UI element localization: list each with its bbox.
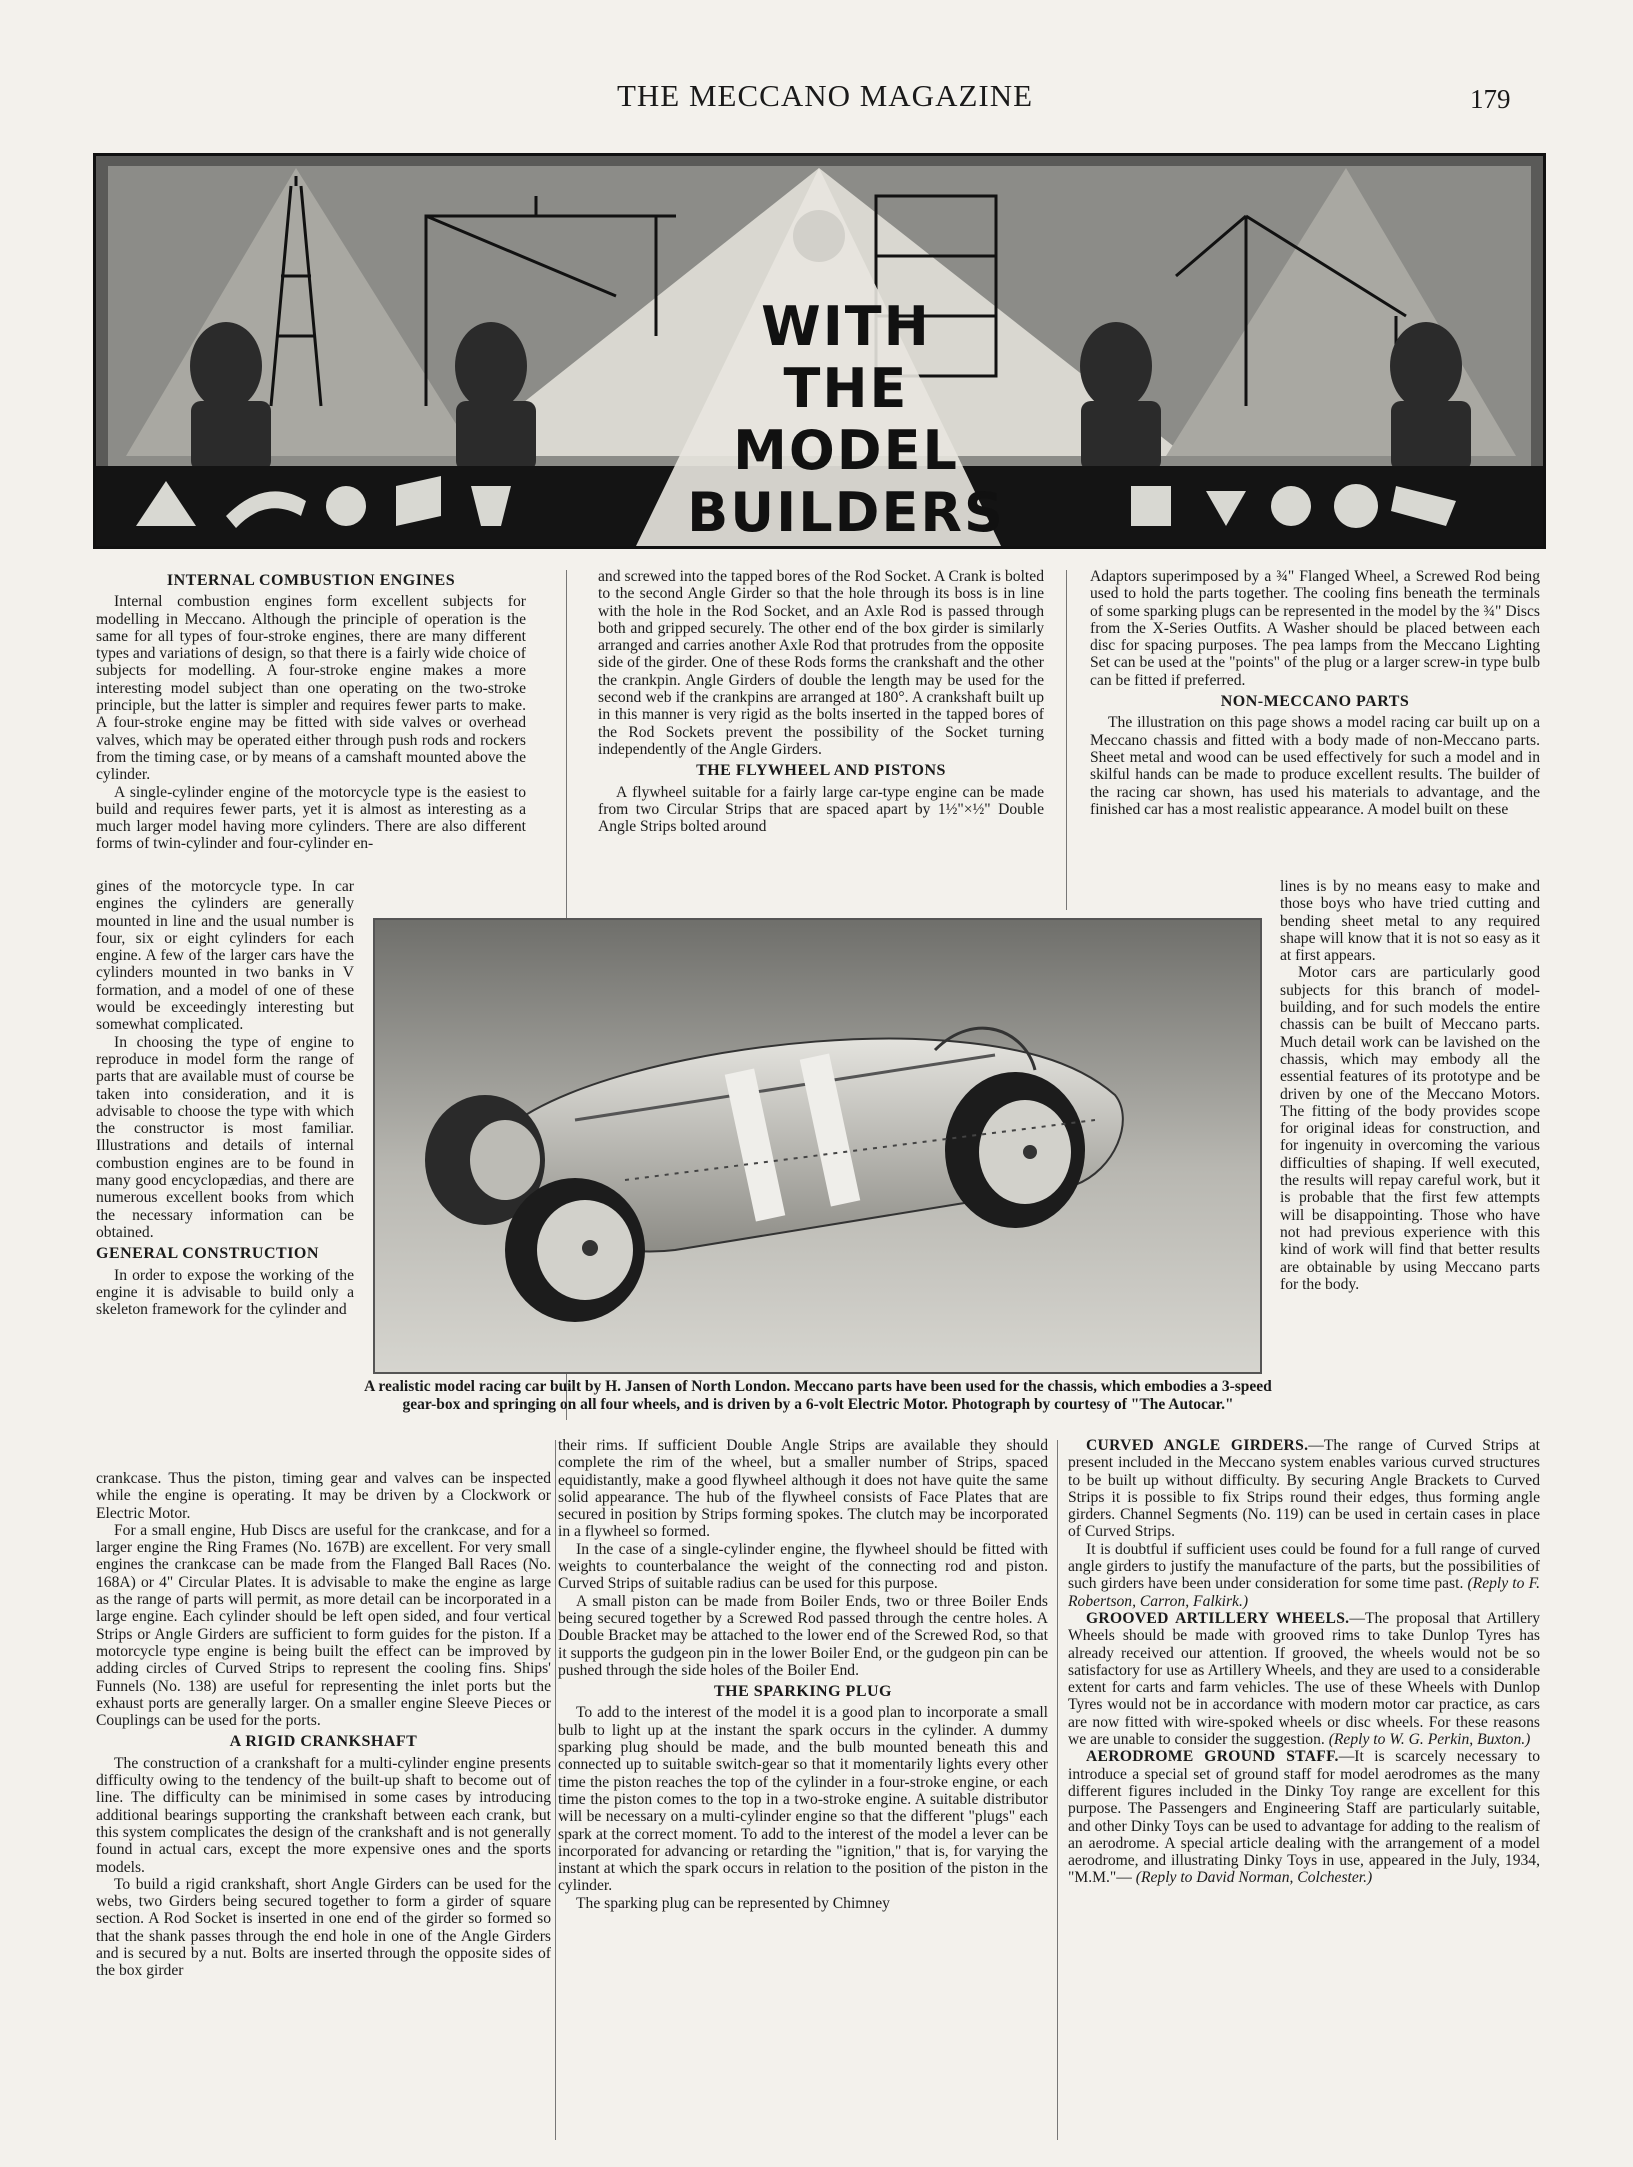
side-heading: GROOVED ARTILLERY WHEELS.	[1086, 1609, 1350, 1627]
paragraph: To add to the interest of the model it is a good plan to incorporate a small bulb to light up at the instant the spark occurs in the cylinder. A dummy sparking plug should be made, and the bulb mounted beneath this and connected up to suitable switch-gear so that it momentarily lights every other time the piston reaches the top of the cylinder in a four-stroke engine, or each time the piston comes to the top in a two-stroke engine. A suitable distributor will be necessary on a multi-cylinder engine so that the different "plugs" each spark at the correct moment. To add to the interest of the model a lever can be incorporated for advancing or retarding the "ignition," that is, for varying the instant at which the spark occurs in relation to the position of the piston in the cylinder.	[558, 1704, 1048, 1895]
paragraph	[1068, 1541, 1540, 1610]
section-heading: NON-MECCANO PARTS	[1220, 693, 1410, 711]
banner-title-line: MODEL	[733, 419, 959, 482]
paragraph: Adaptors superimposed by a ¾" Flanged Wheel, a Screwed Rod being used to hold the parts together. The cooling fins beneath the terminals of some sparking plugs can be represented in the model by the ¾" Discs from the X-Series Outfits. A Washer should be placed between each disc for spacing purposes. The pea lamps from the Meccano Lighting Set can be used at the "points" of the plug or a larger screw-in type bulb can be fitted if preferred.	[1090, 568, 1540, 689]
column-1-bottom	[96, 1470, 551, 1980]
reply-note: (Reply to W. G. Perkin, Buxton.)	[1328, 1731, 1531, 1749]
paragraph	[1068, 1748, 1540, 1886]
banner-title	[656, 296, 1036, 544]
side-heading: AERODROME GROUND STAFF.	[1086, 1748, 1339, 1766]
section-heading: A RIGID CRANKSHAFT	[229, 1733, 418, 1751]
paragraph-text: —It is scarcely necessary to introduce a special set of ground staff for model aerodromes as the many different figures included in the Dinky Toy range are excellent for this purpose. The Passengers and Engineering Staff are particularly suitable, and other Dinky Toys can be used to advantage for adding to the realism of an aerodrome. A special article dealing with the arrangement of a model aerodrome, and illustrating Dinky Toys in use, appeared in the July, 1934, "M.M."—	[1068, 1748, 1540, 1887]
paragraph: A flywheel suitable for a fairly large car-type engine can be made from two Circular Strips that are spaced apart by 1½"×½" Double Angle Strips bolted around	[598, 783, 1044, 836]
column-rule	[1066, 570, 1067, 910]
paragraph: To build a rigid crankshaft, short Angle Girders can be used for the webs, two Girders being secured together to form a girder of square section. A Rod Socket is inserted in one end of the girder so formed so that the shank passes through the end hole in one of the Angle Girders and is secured by a nut. Bolts are inserted through the opposite sides of the box girder	[96, 1875, 551, 1980]
paragraph: The illustration on this page shows a model racing car built up on a Meccano chassis and fitted with a body made of non-Meccano parts. Sheet metal and wood can be used effectively for such a model and in skilful hands can be made to produce excellent results. The builder of the racing car shown, has used his materials to advantage, and the finished car has a most realistic appearance. A model built on these	[1090, 714, 1540, 818]
paragraph-text: It is doubtful if sufficient uses could be found for a full range of curved angle girders to justify the manufacture of the parts, but the possibilities of such girders have been under consideration for some time past.	[1068, 1540, 1540, 1593]
paragraph: lines is by no means easy to make and those boys who have tried cutting and bending sheet metal to any required shape will know that it is not so easy as it at first appears.	[1280, 878, 1540, 965]
side-heading: CURVED ANGLE GIRDERS.	[1086, 1437, 1309, 1454]
reply-note: (Reply to David Norman, Colchester.)	[1135, 1869, 1373, 1887]
paragraph	[1068, 1610, 1540, 1748]
header-banner	[93, 153, 1546, 549]
magazine-masthead: THE MECCANO MAGAZINE	[616, 78, 1034, 113]
photo-caption: A realistic model racing car built by H. Jansen of North London. Meccano parts have been used for the chassis, which embodies a 3-speed gear-box and springing on all four wheels, and is driven by a 6-volt Electric Motor. Photograph by courtesy of "The Autocar."	[364, 1378, 1272, 1413]
banner-title-line: WITH	[761, 295, 931, 358]
column-3-wrap	[1280, 878, 1540, 1293]
banner-title-line: THE	[783, 357, 909, 420]
reply-note: (Reply to F. Robertson, Carron, Falkirk.)	[1068, 1575, 1540, 1610]
racing-car-illustration	[375, 920, 1260, 1372]
column-3-bottom	[1068, 1437, 1540, 1887]
paragraph: The sparking plug can be represented by Chimney	[576, 1894, 890, 1912]
column-1-top	[96, 568, 526, 853]
column-3-top	[1090, 568, 1540, 818]
paragraph: For a small engine, Hub Discs are useful for the crankcase, and for a larger engine the Ring Frames (No. 167B) are excellent. For very small engines the crankcase can be made from the Flanged Ball Races (No. 168A) or 4" Circular Plates. It is advisable to make the engine as large as the range of parts will permit, as more detail can be incorporated in a large engine. Each cylinder should be left open sided, and four vertical Strips or Angle Girders are sufficient to form guides for the piston. If a motorcycle type engine is being built the effect can be improved by adding circles of Curved Strips to represent the cooling fins. Ships' Funnels (No. 138) are useful for representing the inlet ports but the exhaust ports are generally larger. On a smaller engine Sleeve Pieces or Couplings can be used for the ports.	[96, 1521, 551, 1730]
column-rule	[555, 1440, 556, 2140]
paragraph	[1068, 1437, 1540, 1541]
banner-title-line: BUILDERS	[687, 481, 1005, 544]
paragraph: Motor cars are particularly good subjects for this branch of model-building, and for such models the entire chassis can be built of Meccano parts. Much detail work can be lavished on the chassis, which may embody all the essential features of its prototype and be driven by one of the Meccano Motors. The fitting of the body provides scope for original ideas for construction, and for ingenuity in overcoming the various difficulties of shaping. If well executed, the results will repay careful work, but it is probable that the first few attempts will be disappointing. Those who have not had previous experience with this kind of work will find that better results are obtainable by using Meccano parts for the body.	[1280, 964, 1540, 1293]
racing-car-photo	[373, 918, 1262, 1374]
page-number: 179	[1470, 84, 1511, 114]
paragraph: A single-cylinder engine of the motorcycle type is the easiest to build and requires fewer parts, yet it is almost as interesting as a much larger model having more cylinders. There are also different forms of twin-cylinder and four-cylinder en-	[96, 783, 526, 853]
column-rule	[1057, 1440, 1058, 2140]
section-heading: INTERNAL COMBUSTION ENGINES	[166, 572, 456, 589]
paragraph-text: —The range of Curved Strips at present included in the Meccano system enables various curved structures to be built up without difficulty. By securing Angle Brackets to Curved Strips it is possible to fix Strips round their edges, thus forming angle girders. Channel Segments (No. 119) can be used in certain cases in place of Curved Strips.	[1068, 1437, 1540, 1541]
section-heading: THE SPARKING PLUG	[714, 1683, 892, 1701]
paragraph: Internal combustion engines form excellent subjects for modelling in Meccano. Although the principle of operation is the same for all types of four-stroke engines, there are many different types and variations of design, so that there is a fairly wide choice of subjects for modelling. A four-stroke engine makes a more interesting model subject than one operating on the two-stroke principle, but the latter is simpler and requires fewer parts to make. A four-stroke engine may be fitted with side valves or overhead valves, which may be operated either through push rods and rockers from the timing case, or by means of a camshaft mounted above the cylinder.	[96, 593, 526, 784]
column-2-bottom	[558, 1437, 1048, 1912]
paragraph: The construction of a crankshaft for a multi-cylinder engine presents difficulty owing to the tendency of the built-up shaft to become out of line. The difficulty can be minimised in some cases by introducing additional bearings supporting the crankshaft between each crank, but this system complicates the design of the crankshaft and is not generally found in actual cars, except the more expensive ones and the sports models.	[96, 1754, 551, 1876]
paragraph: their rims. If sufficient Double Angle Strips are available they should complete the rim of the wheel, but a smaller number of Strips, spaced equidistantly, make a good flywheel although it does not have quite the same solid appearance. The hub of the flywheel consists of Face Plates that are secured in position by Strips forming spokes. The clutch may be incorporated in a flywheel so formed.	[558, 1437, 1048, 1541]
paragraph: In choosing the type of engine to reproduce in model form the range of parts that are available must of course be taken into consideration, and it is advisable to choose the type with which the constructor is most familiar. Illustrations and details of internal combustion engines are to be found in many good encyclopædias, and there are numerous excellent books from which the necessary information can be obtained.	[96, 1033, 354, 1241]
paragraph: In order to expose the working of the engine it is advisable to build only a skeleton framework for the cylinder and	[96, 1266, 354, 1319]
section-heading: THE FLYWHEEL AND PISTONS	[696, 762, 946, 780]
paragraph-text: —The proposal that Artillery Wheels should be made with grooved rims to take Dunlop Tyres has already received our attention. If grooved, the wheels would not be so satisfactory for use as Artillery Wheels, and they are used to a considerable extent for carts and farm vehicles. The use of these Wheels with Dunlop Tyres would not be in accordance with modern motor car practice, as cars are now fitted with wire-spoked wheels or disc wheels. For these reasons we are unable to consider the suggestion.	[1068, 1609, 1541, 1749]
paragraph: A small piston can be made from Boiler Ends, two or three Boiler Ends being secured together by a Screwed Rod passed through the centre holes. A Double Bracket may be attached to the lower end of the Screwed Rod, so that it supports the gudgeon pin in the lower Boiler End, or the gudgeon pin can be pushed through the side holes of the Boiler End.	[558, 1592, 1048, 1679]
column-1-wrap	[96, 878, 354, 1318]
section-heading: GENERAL CONSTRUCTION	[96, 1245, 319, 1263]
paragraph: gines of the motorcycle type. In car engines the cylinders are generally mounted in line and the usual number is four, six or eight cylinders for each engine. A few of the larger cars have the cylinders mounted in two banks in V formation, and a model of one of these would be exceedingly interesting but somewhat complicated.	[96, 878, 354, 1034]
paragraph: In the case of a single-cylinder engine, the flywheel should be fitted with weights to counterbalance the weight of the connecting rod and piston. Curved Strips of suitable radius can be used for this purpose.	[558, 1540, 1048, 1593]
column-2-top	[598, 568, 1044, 835]
paragraph: and screwed into the tapped bores of the Rod Socket. A Crank is bolted to the second Angle Girder so that the hole through its boss is in line with the hole in the Rod Socket, and an Axle Rod is passed through both and gripped securely. The other end of the box girder is similarly arranged and carries another Axle Rod that protrudes from the opposite side of the girder. One of these Rods forms the crankshaft and the other the crankpin. Angle Girders of double the length may be used for the second web if the crankpins are arranged at 180°. A crankshaft built up in this manner is very rigid as the bolts inserted in the tapped bores of the Rod Sockets prevent the possibility of the Socket turning independently of the Angle Girders.	[598, 568, 1044, 758]
paragraph: crankcase. Thus the piston, timing gear and valves can be inspected while the engine is operating. It may be driven by a Clockwork or Electric Motor.	[96, 1470, 551, 1522]
